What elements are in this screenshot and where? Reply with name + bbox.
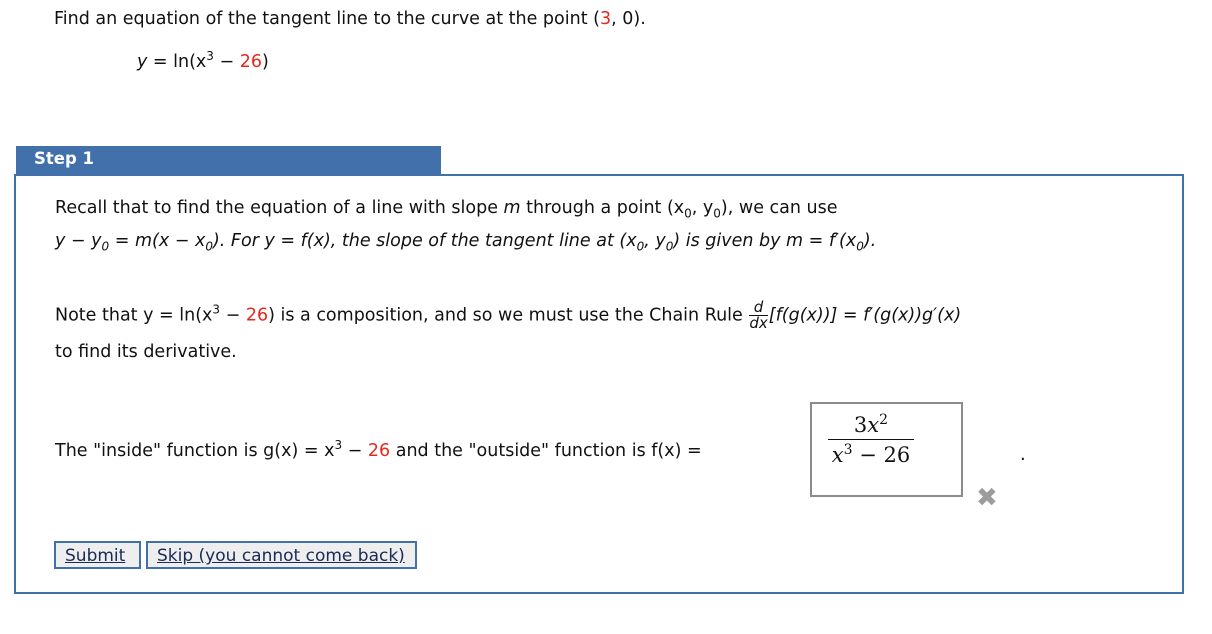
answer-denominator: $x^3 - 26$ [831,442,911,467]
question-text: Find an equation of the tangent line to the curve at the point (3, 0). [54,9,646,29]
derivative-operator: $\frac{d}{dx}$ [749,298,768,332]
sentence-period: . [1020,444,1026,465]
curve-equation: $y = \ln(x^3 - 26)$ [137,49,269,72]
answer-fraction [828,413,914,467]
skip-button[interactable]: Skip (you cannot come back) [146,541,417,569]
submit-button[interactable]: Submit [54,541,141,569]
step-text-line-1: Recall that to find the equation of a line with slope m through a point ($x_0$, $y_0$), we can use [55,198,838,221]
step-text-line-4: to find its derivative. [55,342,237,362]
step-text-line-5: The "inside" function is $g(x) = x^3 - 26$ and the "outside" function is f(x) = [55,438,702,461]
point-x: 3 [599,9,612,29]
step-text-line-2: $y - y_0 = m(x - x_0)$. For y = f(x), the slope of the tangent line at ($x_0$, $y_0$) is given by $m = f'(x_0)$. [55,231,877,254]
answer-input[interactable] [810,402,963,497]
x-mark-icon: ✖ [976,483,998,513]
step-header: Step 1 [16,146,441,175]
point-y: 0 [622,9,634,29]
answer-numerator: $3x^2$ [828,413,914,440]
step-text-line-3: Note that $y = \ln(x^3 - 26)$ is a composition, and so we must use the Chain Rule $\frac{d}{dx}$ [f(g(x))] = f′(g(x))g′(x) [55,298,962,332]
